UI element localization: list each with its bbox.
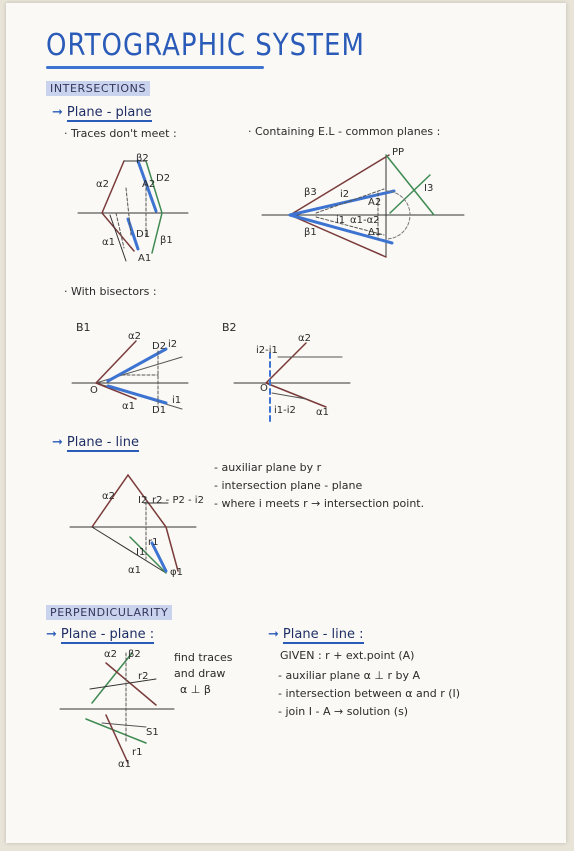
fig3-label-D2: D2: [152, 341, 167, 352]
fig1-label-D1: D1: [136, 229, 151, 240]
fig3-label-O: O: [90, 385, 98, 396]
perp-step-3: - join I - A → solution (s): [278, 705, 409, 718]
page-title: ORTOGRAPHIC SYSTEM: [46, 28, 365, 64]
plane-line-step-3: - where i meets r → intersection point.: [214, 497, 425, 510]
fig2-label-b3: β3: [304, 187, 317, 198]
fig5-label-r2: r2 - P2 - i2: [152, 495, 204, 506]
fig5-label-a2: α2: [102, 491, 115, 502]
fig2-label-b1: β1: [304, 227, 317, 238]
fig1-label-b1: β1: [160, 235, 173, 246]
fig4-label-O: O: [260, 383, 268, 394]
perp-step-1: - auxiliar plane α ⊥ r by A: [278, 669, 420, 682]
fig6-label-a2: α2: [104, 649, 117, 660]
fig3-label-B1: B1: [76, 321, 91, 334]
fig1-label-a2: α2: [96, 179, 109, 190]
perp-instruction-3: α ⊥ β: [180, 683, 211, 696]
fig4-label-B2: B2: [222, 321, 237, 334]
fig3-label-D1: D1: [152, 405, 167, 416]
fig3-label-i2: i2: [168, 339, 178, 350]
fig2-label-PP: PP: [392, 147, 405, 158]
fig5-label-I2: I2: [138, 495, 148, 506]
note-bisectors: · With bisectors :: [64, 285, 157, 298]
fig1-label-b2: β2: [136, 153, 149, 164]
section-heading-perpendicularity: PERPENDICULARITY: [46, 605, 172, 620]
fig6-label-r1: r1: [132, 747, 143, 758]
subheading-label: Plane - plane: [66, 105, 152, 120]
arrow-icon: ➞: [52, 435, 63, 450]
section-heading-intersections: INTERSECTIONS: [46, 81, 150, 96]
fig2-label-I3: I3: [424, 183, 434, 194]
perp-step-2: - intersection between α and r (I): [278, 687, 461, 700]
fig6-label-b2: β2: [128, 649, 141, 660]
fig1-label-A2: A2: [142, 179, 156, 190]
fig4-label-i1i2: i1-i2: [274, 405, 296, 416]
notebook-page: [6, 3, 566, 843]
fig6-label-a1: α1: [118, 759, 131, 770]
fig3-label-a2: α2: [128, 331, 141, 342]
perp-instruction-2: and draw: [174, 667, 226, 680]
note-common-planes: · Containing E.L - common planes :: [248, 125, 441, 138]
fig3-label-i1: i1: [172, 395, 182, 406]
fig6-label-s1: S1: [146, 727, 159, 738]
fig3-label-a1: α1: [122, 401, 135, 412]
subheading-label: Plane - line: [66, 435, 139, 450]
perp-instruction-1: find traces: [174, 651, 233, 664]
fig4-label-a1: α1: [316, 407, 329, 418]
perp-given: GIVEN : r + ext.point (A): [280, 649, 415, 662]
fig1-label-a1: α1: [102, 237, 115, 248]
arrow-icon: ➞: [268, 627, 279, 642]
fig5-label-r1: r1: [148, 537, 159, 548]
fig1-label-A1: A1: [138, 253, 152, 264]
fig2-label-i2: i2: [340, 189, 350, 200]
fig4-label-i2i1: i2-i1: [256, 345, 278, 356]
plane-line-step-1: - auxiliar plane by r: [214, 461, 322, 474]
fig5-label-p1: φ1: [170, 567, 183, 578]
fig5-label-I1: I1: [136, 547, 146, 558]
fig2-label-i1: i1: [336, 215, 346, 226]
plane-line-step-2: - intersection plane - plane: [214, 479, 363, 492]
subheading-label: Plane - plane :: [60, 627, 155, 642]
fig1-label-D2: D2: [156, 173, 171, 184]
fig6-label-r2: r2: [138, 671, 149, 682]
subheading-perp-plane-line: [268, 627, 364, 642]
fig2-label-A1: Δ1: [368, 227, 382, 238]
arrow-icon: ➞: [52, 105, 63, 120]
subheading-label: Plane - line :: [282, 627, 364, 642]
fig2-label-a1a2: α1-α2: [350, 215, 380, 226]
note-traces: · Traces don't meet :: [64, 127, 177, 140]
fig5-label-a1: α1: [128, 565, 141, 576]
fig2-label-A2: A2: [368, 197, 382, 208]
arrow-icon: ➞: [46, 627, 57, 642]
fig4-label-a2: α2: [298, 333, 311, 344]
